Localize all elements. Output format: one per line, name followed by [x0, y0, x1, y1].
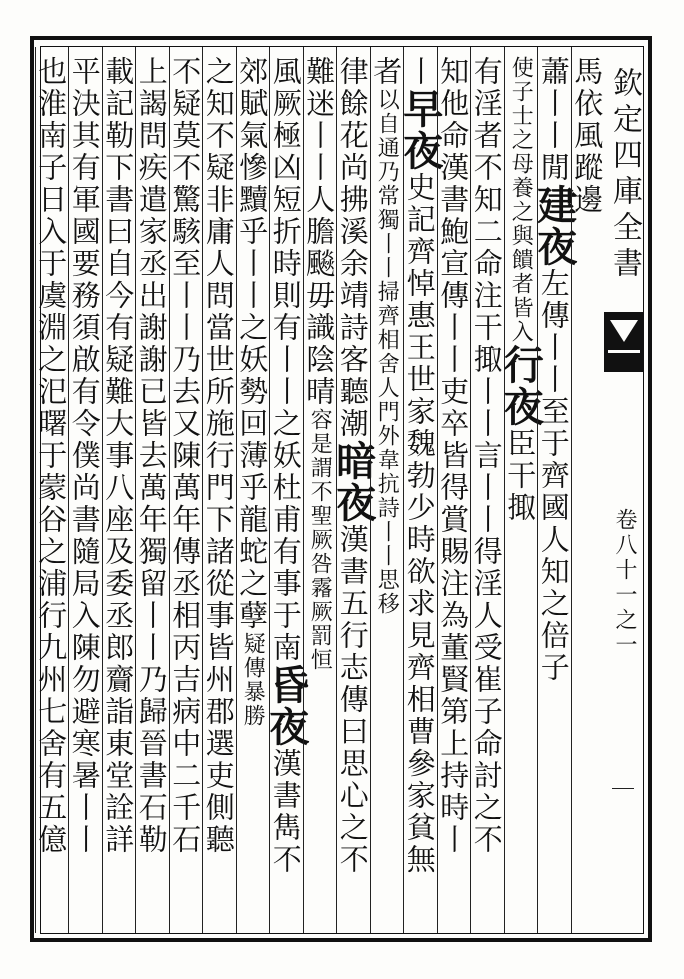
column-text: 平決其有軍國要務須啟有令僕尚書隨局入陳勿避寒暑丨丨 — [67, 56, 102, 856]
column-text: 丨 — [402, 56, 437, 88]
column-rule — [35, 47, 36, 933]
column-text: 漢書雋不 — [268, 748, 303, 876]
column-rule — [169, 47, 170, 933]
column-text: 者 — [369, 56, 404, 88]
entry-heading: 行夜 — [497, 344, 545, 428]
column-rule — [303, 47, 304, 933]
column-text: 以自通乃常獨丨丨掃齊相舍人門外韋抗詩丨丨思移 — [374, 88, 400, 616]
volume-label: 卷八十一之一 — [612, 508, 637, 658]
column-rule — [470, 47, 471, 933]
column-rule — [370, 47, 371, 933]
column-text: 律餘花尚拂溪余靖詩客聽潮 — [335, 56, 370, 440]
column-rule — [202, 47, 203, 933]
column-text: 左傳丨丨至于齊國人知之倍子 — [536, 268, 571, 684]
column-text: 疑傳暴勝 — [240, 632, 266, 728]
column-rule — [269, 47, 270, 933]
column-text: 蕭丨丨閒 — [536, 56, 571, 184]
column-text: 漢書五行志傳曰思心之不 — [335, 524, 370, 876]
column-rule — [571, 47, 572, 933]
column-text: 風厥極凶短折時則有丨丨之妖杜甫有事于南 — [268, 56, 303, 664]
fold-mark — [612, 788, 634, 789]
column-text: 知他命漢書鮑宣傳丨丨吏卒皆得賞賜注為董賢第上持時丨 — [436, 56, 471, 856]
column-text: 使子士之母養之與饋者皆入 — [508, 56, 534, 344]
column-text: 不疑莫不驚駭至丨丨乃去又陳萬年傳丞相丙吉病中二千石 — [168, 56, 203, 856]
column-rule — [437, 47, 438, 933]
column-rule — [68, 47, 69, 933]
entry-heading: 早夜 — [396, 88, 444, 172]
column-text: 郊賦氣慘黷乎丨丨之妖勢回薄乎龍蛇之孽 — [235, 56, 270, 632]
book-title: 欽定四庫全書 — [607, 67, 642, 283]
column-text: 載記勒下書曰自今有疑難大事八座及委丞郎齎詣東堂詮詳 — [101, 56, 136, 856]
entry-heading: 昏夜 — [262, 664, 310, 748]
column-rule — [135, 47, 136, 933]
column-text: 之知不疑非庸人問當世所施行門下諸從事皆州郡選吏側聽 — [201, 56, 236, 856]
column-rule — [403, 47, 404, 933]
column-rule — [236, 47, 237, 933]
column-rule — [336, 47, 337, 933]
column-text: 史記齊悼惠王世家魏勃少時欲求見齊相曹參家貧無 — [402, 172, 437, 876]
column-text: 有淫者不知二命注干掫丨丨言丨丨得淫人受崔子命討之不 — [469, 56, 504, 856]
column-rule — [537, 47, 538, 933]
column-text: 容是謂不聖厥咎霿厥罰恒 — [307, 408, 333, 672]
column-text: 馬依風蹤邊 — [570, 56, 605, 216]
entry-heading: 暗夜 — [329, 440, 377, 524]
column-text: 也淮南子日入于虞淵之汜曙于蒙谷之浦行九州七舍有五億 — [34, 56, 69, 856]
column-text: 難迷丨丨人膽飈毋識陰晴 — [302, 56, 337, 408]
entry-heading: 建夜 — [530, 184, 578, 268]
column-rule — [102, 47, 103, 933]
column-rule — [504, 47, 505, 933]
column-text: 上謁問疾遣家丞出謝謝已皆去萬年獨留丨丨乃歸晉書石勒 — [134, 56, 169, 856]
column-text: 臣干掫 — [503, 428, 538, 524]
